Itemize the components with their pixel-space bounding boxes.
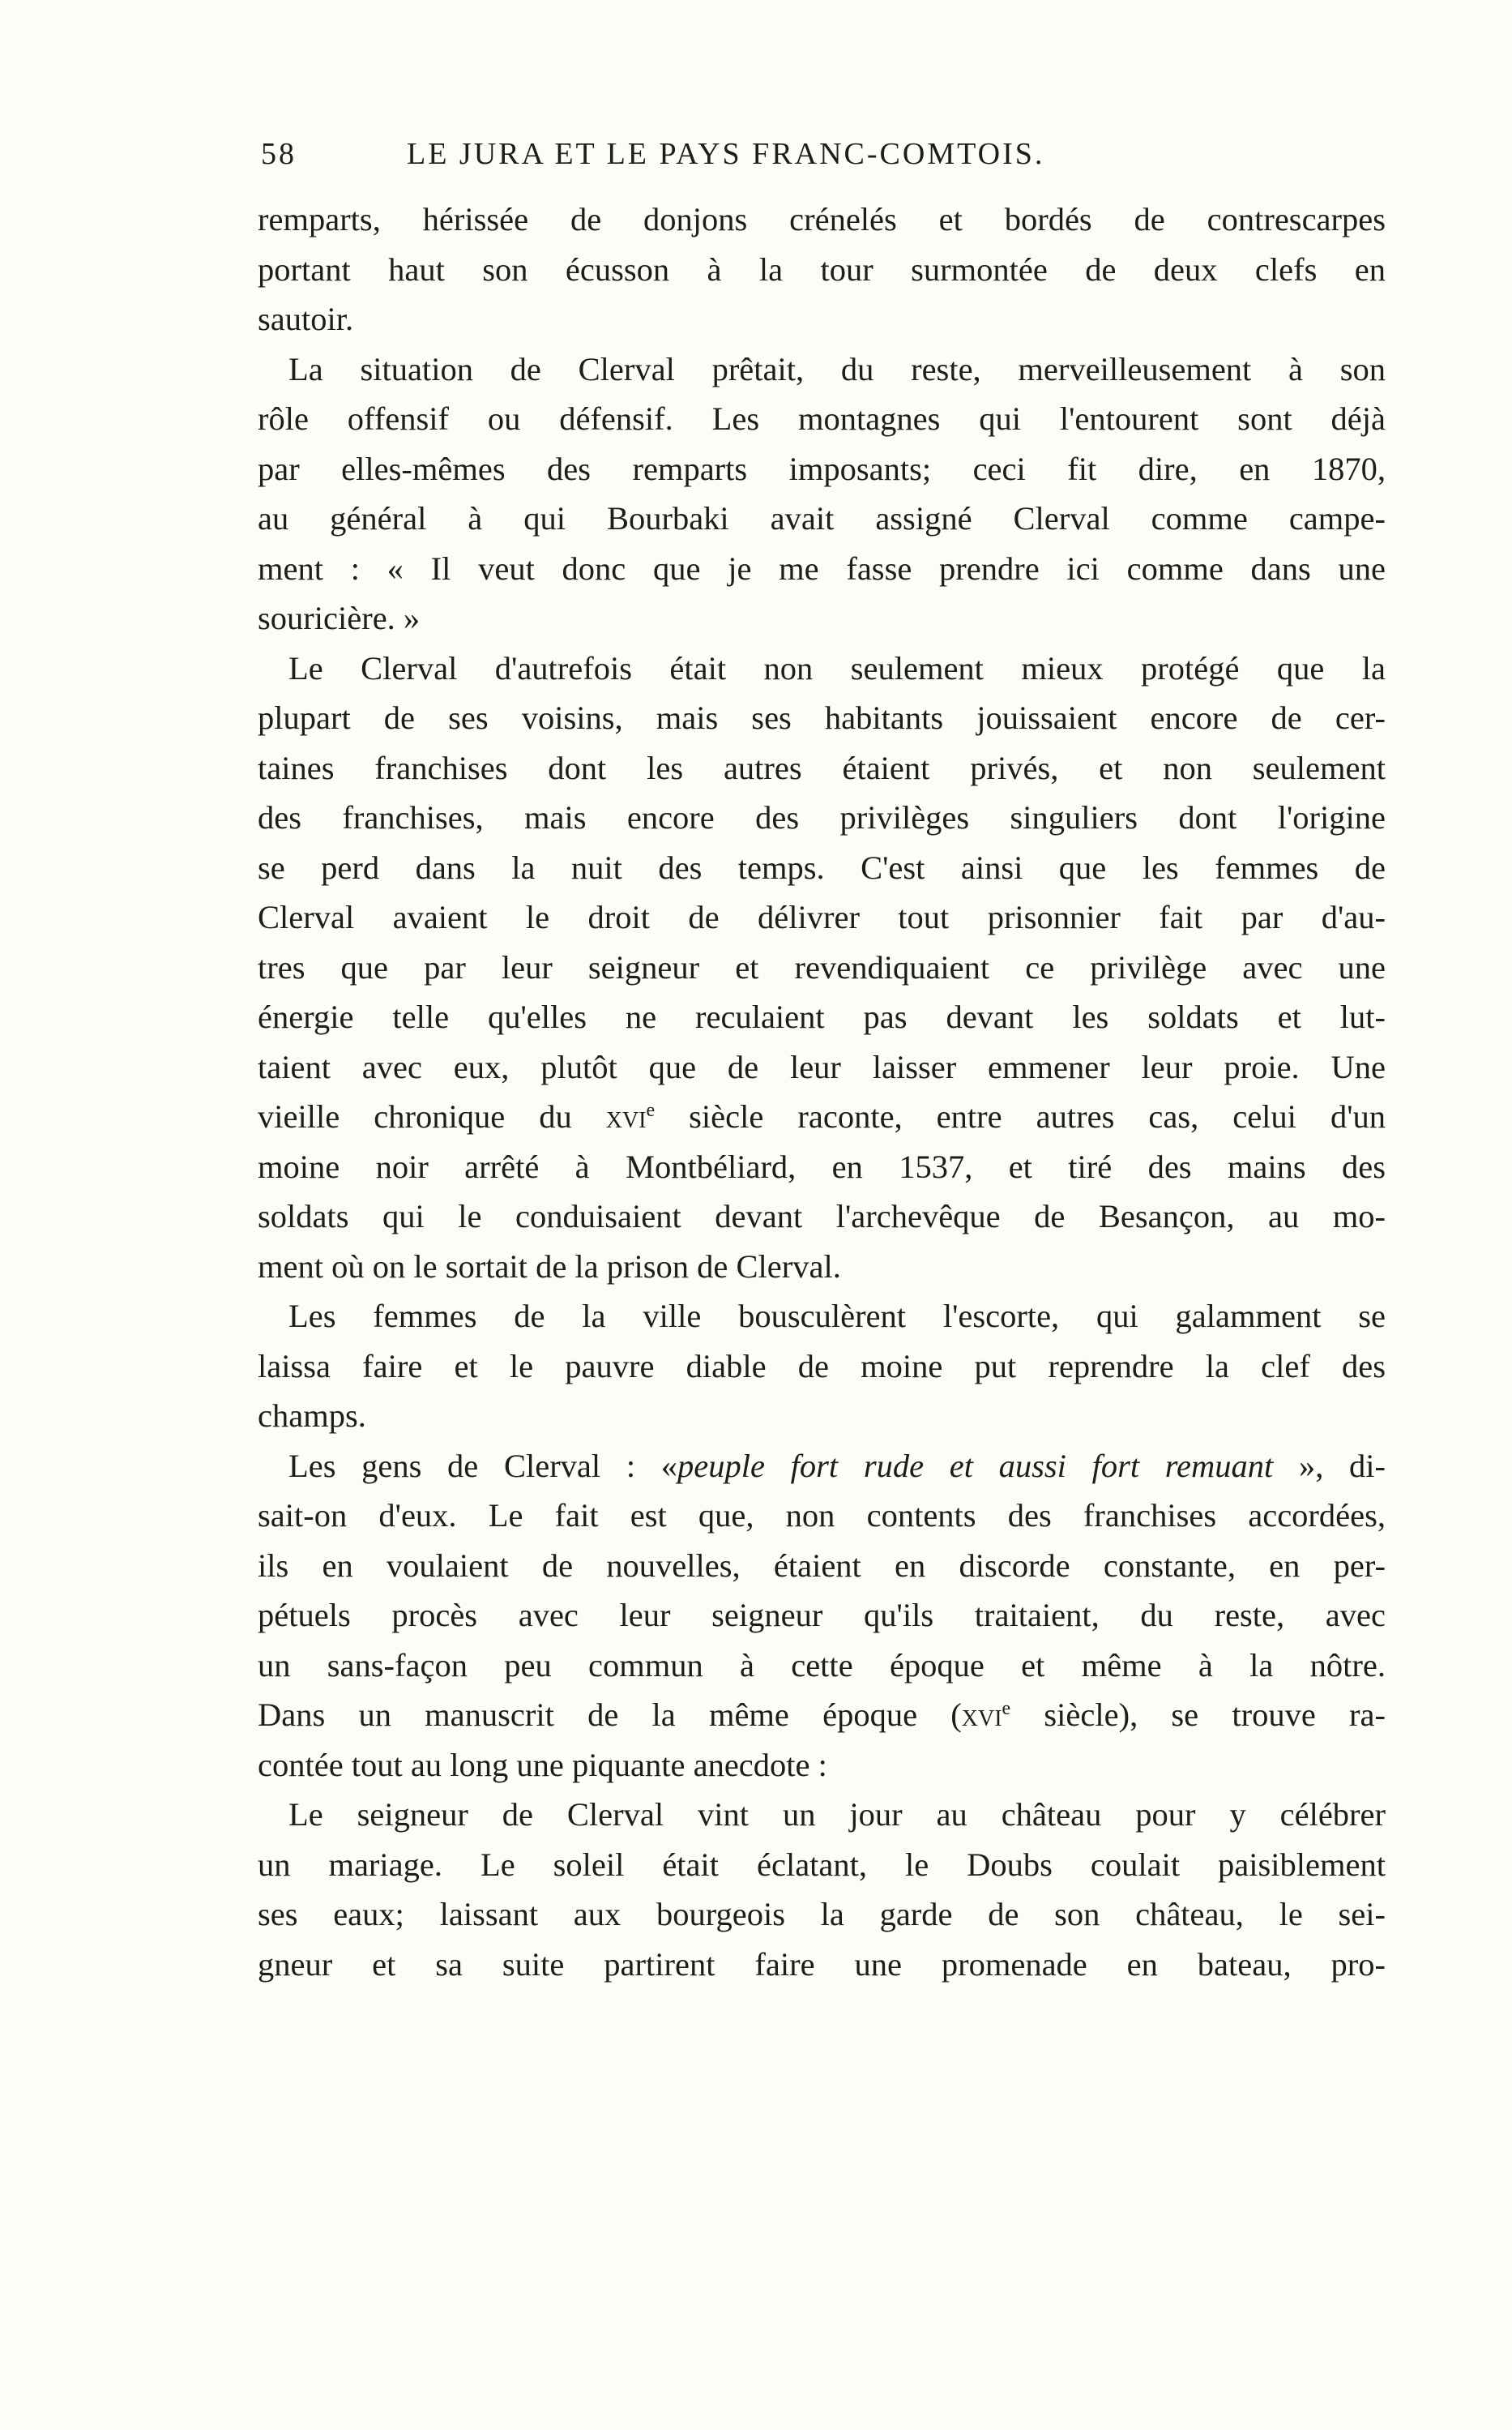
- text-line: ment : « Il veut donc que je me fasse prendre ici comme dans une: [258, 550, 1386, 587]
- text-line: taines franchises dont les autres étaient privés, et non seulement: [258, 749, 1386, 786]
- text-line: [258, 1441, 1386, 1491]
- text-line: remparts, hérissée de donjons crénelés et bordés de contrescarpes: [258, 201, 1386, 237]
- text-line: tres que par leur seigneur et revendiquaient ce privilège avec une: [258, 948, 1386, 986]
- text-line: [258, 1690, 1386, 1740]
- text-line: Clerval avaient le droit de délivrer tout prisonnier fait par d'au-: [258, 899, 1386, 935]
- text-line: énergie telle qu'elles ne reculaient pas devant les soldats et lut-: [258, 999, 1386, 1035]
- text-line: par elles-mêmes des remparts imposants; ceci fit dire, en 1870,: [258, 450, 1386, 487]
- text-segment: Les gens de Clerval :: [288, 1447, 661, 1484]
- text-line: pétuels procès avec leur seigneur qu'ils traitaient, du reste, avec: [258, 1597, 1386, 1633]
- text-line: un mariage. Le soleil était éclatant, le Doubs coulait paisiblement: [258, 1846, 1386, 1883]
- superscript: e: [646, 1100, 656, 1121]
- text-line: sautoir.: [258, 301, 354, 337]
- text-line: laissa faire et le pauvre diable de moine put reprendre la clef des: [258, 1347, 1386, 1384]
- text-segment: siècle raconte, entre autres cas, celui d'un: [655, 1098, 1386, 1135]
- century-numeral: xvi: [961, 1696, 1002, 1733]
- text-line: Le Clerval d'autrefois était non seulement mieux protégé que la: [288, 649, 1386, 687]
- text-line: des franchises, mais encore des privilèges singuliers dont l'origine: [258, 799, 1386, 836]
- text-line: se perd dans la nuit des temps. C'est ainsi que les femmes de: [258, 849, 1386, 886]
- text-line: La situation de Clerval prêtait, du reste, merveilleusement à son: [288, 350, 1386, 387]
- text-line: champs.: [258, 1397, 366, 1434]
- text-segment: vieille chronique du: [258, 1098, 606, 1135]
- text-line: gneur et sa suite partirent faire une promenade en bateau, pro-: [258, 1945, 1386, 1983]
- quote-close: »: [1273, 1447, 1316, 1484]
- text-line: taient avec eux, plutôt que de leur laisser emmener leur proie. Une: [258, 1048, 1386, 1085]
- text-line: soldats qui le conduisaient devant l'archevêque de Besançon, au mo-: [258, 1198, 1386, 1234]
- text-line: plupart de ses voisins, mais ses habitants jouissaient encore de cer-: [258, 699, 1386, 736]
- text-line: portant haut son écusson à la tour surmontée de deux clefs en: [258, 250, 1386, 288]
- text-line: sait-on d'eux. Le fait est que, non contents des franchises accordées,: [258, 1497, 1386, 1534]
- superscript: e: [1002, 1698, 1011, 1719]
- page-header: [261, 136, 1387, 177]
- text-line: [258, 1092, 1386, 1142]
- text-line: un sans-façon peu commun à cette époque et même à la nôtre.: [258, 1646, 1386, 1683]
- body-text: [258, 195, 1386, 1989]
- text-segment: siècle), se trouve ra-: [1010, 1696, 1386, 1733]
- page-number: 58: [261, 137, 297, 171]
- text-line: ment où on le sortait de la prison de Clerval.: [258, 1247, 841, 1285]
- text-line: moine noir arrêté à Montbéliard, en 1537, et tiré des mains des: [258, 1148, 1386, 1185]
- text-line: au général à qui Bourbaki avait assigné Clerval comme campe-: [258, 500, 1386, 537]
- text-line: rôle offensif ou défensif. Les montagnes qui l'entourent sont déjà: [258, 400, 1386, 437]
- century-numeral: xvi: [605, 1098, 647, 1135]
- text-line: Les femmes de la ville bousculèrent l'escorte, qui galamment se: [288, 1298, 1386, 1334]
- text-line: ses eaux; laissant aux bourgeois la garde de son château, le sei-: [258, 1896, 1386, 1932]
- text-line: ils en voulaient de nouvelles, étaient en discorde constante, en per-: [258, 1547, 1386, 1584]
- text-segment: Dans un manuscrit de la même époque (: [258, 1696, 962, 1733]
- running-title: LE JURA ET LE PAYS FRANC-COMTOIS.: [407, 137, 1045, 171]
- text-line: contée tout au long une piquante anecdote :: [258, 1746, 827, 1783]
- text-segment: , di-: [1315, 1447, 1386, 1484]
- text-line: Le seigneur de Clerval vint un jour au château pour y célébrer: [288, 1796, 1386, 1833]
- italic-quote: peuple fort rude et aussi fort remuant: [677, 1447, 1274, 1484]
- text-line: souricière. »: [258, 600, 421, 636]
- quote-open: «: [660, 1447, 678, 1484]
